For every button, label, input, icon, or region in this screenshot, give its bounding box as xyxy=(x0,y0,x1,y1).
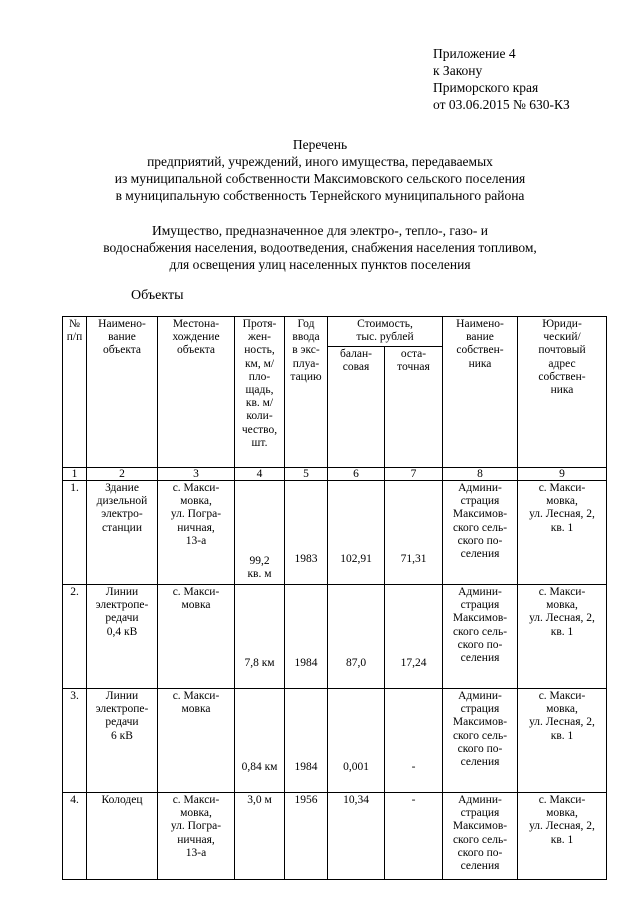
cell-num: 2. xyxy=(63,585,87,689)
cell-cost-residual: 17,24 xyxy=(385,585,443,689)
appendix-line: от 03.06.2015 № 630-КЗ xyxy=(433,97,570,112)
column-number: 2 xyxy=(87,468,158,481)
header-extent: Протя- жен- ность, км, м/ пло- щадь, кв. м/ коли- чество, шт. xyxy=(235,317,285,468)
subtitle-line: Имущество, предназначенное для электро-, тепло-, газо- и xyxy=(152,223,488,238)
cell-num: 3. xyxy=(63,689,87,793)
cell-address: с. Макси- мовка, ул. Лесная, 2, кв. 1 xyxy=(518,689,607,793)
header-address: Юриди- ческий/ почтовый адрес собствен- ника xyxy=(518,317,607,468)
column-number: 6 xyxy=(328,468,385,481)
table-row xyxy=(63,481,607,585)
header-name: Наимено- вание объекта xyxy=(87,317,158,468)
column-number: 7 xyxy=(385,468,443,481)
cell-num: 1. xyxy=(63,481,87,585)
title-line: Перечень xyxy=(292,137,348,152)
header-row xyxy=(63,317,607,347)
column-number: 5 xyxy=(285,468,328,481)
cell-cost-book: 10,34 xyxy=(328,793,385,880)
appendix-line: Приложение 4 xyxy=(433,46,516,61)
cell-extent: 7,8 км xyxy=(235,585,285,689)
cell-location: с. Макси- мовка xyxy=(158,585,235,689)
appendix-block xyxy=(433,45,570,113)
header-year: Год ввода в экс- плуа- тацию xyxy=(285,317,328,468)
cell-year: 1983 xyxy=(285,481,328,585)
column-number: 8 xyxy=(443,468,518,481)
appendix-line: Приморского края xyxy=(433,80,539,95)
cell-extent: 99,2 кв. м xyxy=(235,481,285,585)
document-subtitle xyxy=(0,222,640,273)
cell-extent: 0,84 км xyxy=(235,689,285,793)
table-row xyxy=(63,689,607,793)
cell-owner: Админи- страция Максимов- ского сель- ского по- селения xyxy=(443,481,518,585)
column-number: 9 xyxy=(518,468,607,481)
column-number-row xyxy=(63,468,607,481)
header-num: № п/п xyxy=(63,317,87,468)
cell-address: с. Макси- мовка, ул. Лесная, 2, кв. 1 xyxy=(518,793,607,880)
subtitle-line: водоснабжения населения, водоотведения, снабжения населения топливом, xyxy=(103,240,537,255)
cell-address: с. Макси- мовка, ул. Лесная, 2, кв. 1 xyxy=(518,481,607,585)
cell-name: Линии электропе- редачи 6 кВ xyxy=(87,689,158,793)
cell-year: 1984 xyxy=(285,585,328,689)
cell-location: с. Макси- мовка xyxy=(158,689,235,793)
cell-name: Колодец xyxy=(87,793,158,880)
cell-cost-residual: - xyxy=(385,689,443,793)
table-row xyxy=(63,585,607,689)
header-cost-residual: оста- точная xyxy=(385,347,443,468)
cell-cost-residual: 71,31 xyxy=(385,481,443,585)
cell-address: с. Макси- мовка, ул. Лесная, 2, кв. 1 xyxy=(518,585,607,689)
section-label: Объекты xyxy=(131,288,184,303)
cell-name: Линии электропе- редачи 0,4 кВ xyxy=(87,585,158,689)
title-line: предприятий, учреждений, иного имущества, передаваемых xyxy=(147,154,493,169)
cell-year: 1984 xyxy=(285,689,328,793)
table-row xyxy=(63,793,607,880)
cell-location: с. Макси- мовка, ул. Погра- ничная, 13-а xyxy=(158,793,235,880)
title-line: из муниципальной собственности Максимовского сельского поселения xyxy=(114,171,526,186)
cell-owner: Админи- страция Максимов- ского сель- ского по- селения xyxy=(443,793,518,880)
cell-year: 1956 xyxy=(285,793,328,880)
cell-extent: 3,0 м xyxy=(235,793,285,880)
cell-location: с. Макси- мовка, ул. Погра- ничная, 13-а xyxy=(158,481,235,585)
cell-num: 4. xyxy=(63,793,87,880)
header-cost: Стоимость, тыс. рублей xyxy=(328,317,443,347)
title-line: в муниципальную собственность Тернейского муниципального района xyxy=(115,188,525,203)
cell-cost-book: 102,91 xyxy=(328,481,385,585)
property-table xyxy=(62,316,607,880)
cell-cost-book: 87,0 xyxy=(328,585,385,689)
column-number: 1 xyxy=(63,468,87,481)
document-title xyxy=(0,136,640,204)
cell-cost-residual: - xyxy=(385,793,443,880)
subtitle-line: для освещения улиц населенных пунктов поселения xyxy=(169,257,471,272)
cell-owner: Админи- страция Максимов- ского сель- ского по- селения xyxy=(443,689,518,793)
column-number: 3 xyxy=(158,468,235,481)
header-location: Местона- хождение объекта xyxy=(158,317,235,468)
cell-name: Здание дизельной электро- станции xyxy=(87,481,158,585)
cell-owner: Админи- страция Максимов- ского сель- ского по- селения xyxy=(443,585,518,689)
header-cost-book: балан- совая xyxy=(328,347,385,468)
cell-cost-book: 0,001 xyxy=(328,689,385,793)
header-owner: Наимено- вание собствен- ника xyxy=(443,317,518,468)
appendix-line: к Закону xyxy=(433,63,483,78)
column-number: 4 xyxy=(235,468,285,481)
